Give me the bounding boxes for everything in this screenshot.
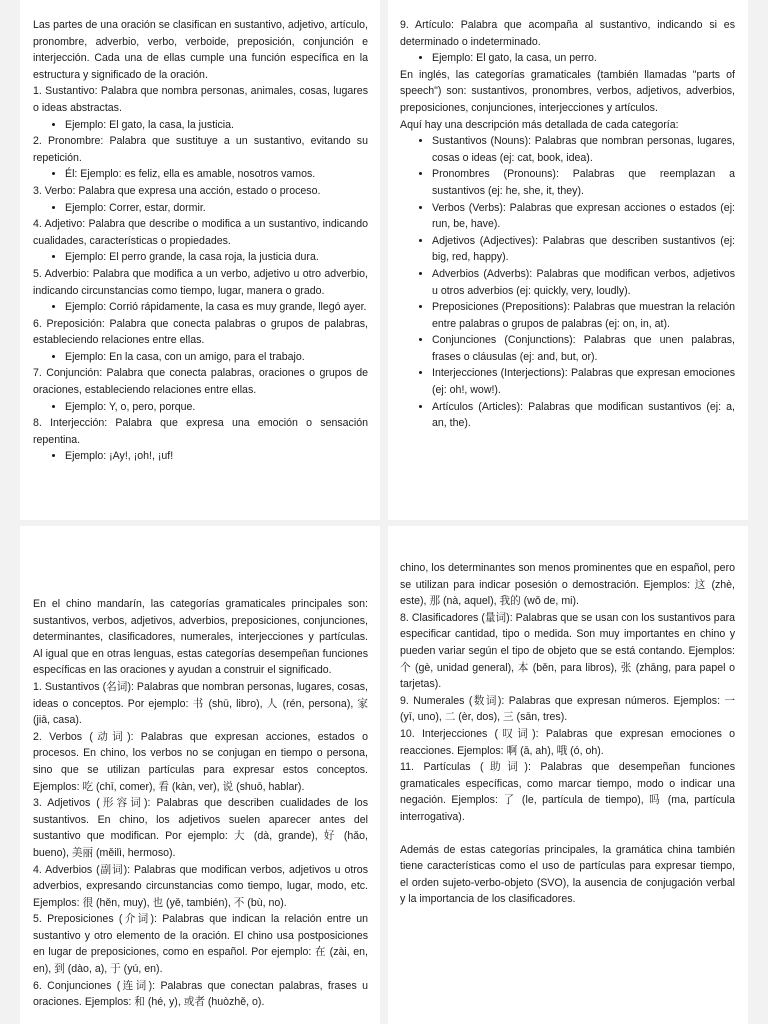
mandarin-item-particulas: 11. Partículas (助词): Palabras que desempeñan funciones gramaticales específicas, como marcar tiempo, modo o indicar una negación. Ejemplos: 了 (le, partícula de tiempo), 吗 (ma, partícula interrogativa). bbox=[400, 761, 735, 823]
mandarin-item-clasificadores: 8. Clasificadores (量词): Palabras que se usan con los sustantivos para especificar cantidad, tipo o medida. Son muy importantes en chino y pueden variar según el tipo de objeto que se está contando. Ejemplos: 个 (gè, unidad general), 本 (běn, para libros), 张 (zhāng, para papel o tarjetas). bbox=[400, 611, 735, 691]
example-list bbox=[33, 117, 368, 134]
example-list bbox=[33, 448, 368, 465]
page-top-right bbox=[388, 0, 748, 520]
list-item: • Pronombres (Pronouns): Palabras que reemplazan a sustantivos (ej: he, she, it, they). bbox=[432, 166, 735, 199]
list-item: • Artículos (Articles): Palabras que modifican sustantivos (ej: a, an, the). bbox=[432, 399, 735, 432]
example-list bbox=[33, 166, 368, 183]
mandarin-intro-paragraph: En el chino mandarín, las categorías gramaticales principales son: sustantivos, verbos, adjetivos, adverbios, preposiciones, conjunciones, determinantes, clasificadores, numerales, interjecciones y partículas. Al igual que en otras lenguas, estas categorías desempeñan funciones específicas en las oraciones y ayudan a construir el significado. bbox=[33, 598, 368, 677]
definition-verbo: 3. Verbo: Palabra que expresa una acción, estado o proceso. bbox=[33, 184, 321, 197]
example-item: • Ejemplo: Correr, estar, dormir. bbox=[65, 200, 368, 217]
example-list bbox=[400, 50, 735, 67]
example-item: • Ejemplo: Corrió rápidamente, la casa es muy grande, llegó ayer. bbox=[65, 299, 368, 316]
intro-paragraph: Las partes de una oración se clasifican en sustantivo, adjetivo, artículo, pronombre, adverbio, verbo, verboide, preposición, conjunción e interjección. Cada una de ellas cumple una función específica en la estructura y significado de la oración. bbox=[33, 19, 368, 81]
mandarin-item-numerales: 9. Numerales (数词): Palabras que expresan números. Ejemplos: 一 (yī, uno), 二 (èr, dos), 三 (sān, tres). bbox=[400, 694, 735, 724]
english-intro-paragraph: En inglés, las categorías gramaticales (también llamadas "parts of speech") son: sustantivos, pronombres, verbos, adjetivos, adverbios, preposiciones, conjunciones, interjecciones y artículos. bbox=[400, 68, 735, 114]
list-item: • Adverbios (Adverbs): Palabras que modifican verbos, adjetivos u otros adverbios (ej: quickly, very, loudly). bbox=[432, 266, 735, 299]
mandarin-item-adjetivos: 3. Adjetivos (形容词): Palabras que describen cualidades de los sustantivos. En chino, los adjetivos suelen aparecer antes del sustantivo que modifican. Por ejemplo: 大 (dà, grande), 好 (hǎo, bueno), 美丽 (měilì, hermoso). bbox=[33, 797, 368, 859]
list-item: • Preposiciones (Prepositions): Palabras que muestran la relación entre palabras o grupos de palabras (ej: on, in, at). bbox=[432, 299, 735, 332]
example-list bbox=[33, 249, 368, 266]
example-list bbox=[33, 299, 368, 316]
detail-intro-line: Aquí hay una descripción más detallada de cada categoría: bbox=[400, 118, 679, 131]
determinantes-continuation: chino, los determinantes son menos prominentes que en español, pero se utilizan para indicar posesión o demostración. Ejemplos: 这 (zhè, este), 那 (nà, aquel), 我的 (wǒ de, mi). bbox=[400, 562, 735, 608]
page-bottom-right bbox=[388, 526, 748, 1024]
page-bottom-left bbox=[20, 526, 380, 1024]
mandarin-item-sustantivos: 1. Sustantivos (名词): Palabras que nombran personas, lugares, cosas, ideas o conceptos. Por ejemplo: 书 (shū, libro), 人 (rén, persona), 家 (jiā, casa). bbox=[33, 680, 368, 727]
definition-interjeccion: 8. Interjección: Palabra que expresa una emoción o sensación repentina. bbox=[33, 417, 368, 446]
column-mandarin-continued bbox=[400, 560, 735, 908]
list-item: • Interjecciones (Interjections): Palabras que expresan emociones (ej: oh!, wow!). bbox=[432, 365, 735, 398]
example-list bbox=[33, 349, 368, 366]
definition-pronombre: 2. Pronombre: Palabra que sustituye a un sustantivo, evitando su repetición. bbox=[33, 135, 368, 164]
example-list bbox=[33, 399, 368, 416]
conclusion-paragraph: Además de estas categorías principales, la gramática china también tiene características como el uso de partículas para expresar tiempo, el orden sujeto-verbo-objeto (SVO), la ausencia de conjugación verbal y la importancia de los clasificadores. bbox=[400, 843, 735, 906]
page-top-left bbox=[20, 0, 380, 520]
definition-sustantivo: 1. Sustantivo: Palabra que nombra personas, animales, cosas, lugares o ideas abstractas. bbox=[33, 85, 368, 114]
column-parts-of-speech-english bbox=[400, 17, 735, 432]
example-item: • Ejemplo: ¡Ay!, ¡oh!, ¡uf! bbox=[65, 448, 368, 465]
example-item: • Ejemplo: El perro grande, la casa roja, la justicia dura. bbox=[65, 249, 368, 266]
mandarin-item-adverbios: 4. Adverbios (副词): Palabras que modifican verbos, adjetivos u otros adverbios, expresando circunstancias como tiempo, lugar, modo, etc. Ejemplos: 很 (hěn, muy), 也 (yě, también), 不 (bù, no). bbox=[33, 863, 368, 909]
definition-conjuncion: 7. Conjunción: Palabra que conecta palabras, oraciones o grupos de oraciones, estableciendo relaciones entre ellas. bbox=[33, 367, 368, 397]
definition-articulo: 9. Artículo: Palabra que acompaña al sustantivo, indicando si es determinado o indeterminado. bbox=[400, 19, 735, 48]
mandarin-item-preposiciones: 5. Preposiciones (介词): Palabras que indican la relación entre un sustantivo y otro elemento de la oración. El chino usa postposiciones en lugar de preposiciones, como en español. Por ejemplo: 在 (zài, en, en), 到 (dào, a), 于 (yú, en). bbox=[33, 913, 368, 976]
english-categories-list bbox=[400, 133, 735, 432]
list-item: • Conjunciones (Conjunctions): Palabras que unen palabras, frases o cláusulas (ej: and, but, or). bbox=[432, 332, 735, 365]
list-item: • Adjetivos (Adjectives): Palabras que describen sustantivos (ej: big, red, happy). bbox=[432, 233, 735, 266]
list-item: • Sustantivos (Nouns): Palabras que nombran personas, lugares, cosas o ideas (ej: cat, book, idea). bbox=[432, 133, 735, 166]
definition-adjetivo: 4. Adjetivo: Palabra que describe o modifica a un sustantivo, indicando cualidades, características o propiedades. bbox=[33, 218, 368, 247]
list-item: • Verbos (Verbs): Palabras que expresan acciones o estados (ej: run, be, have). bbox=[432, 200, 735, 233]
column-mandarin-categories bbox=[33, 596, 368, 1011]
example-item: • Ejemplo: El gato, la casa, un perro. bbox=[432, 50, 735, 67]
example-item: • Ejemplo: El gato, la casa, la justicia. bbox=[65, 117, 368, 134]
mandarin-item-conjunciones: 6. Conjunciones (连词): Palabras que conectan palabras, frases u oraciones. Ejemplos: 和 (hé, y), 或者 (huòzhě, o). bbox=[33, 979, 368, 1009]
mandarin-item-interjecciones: 10. Interjecciones (叹词): Palabras que expresan emociones o reacciones. Ejemplos: 啊 (ā, ah), 哦 (ó, oh). bbox=[400, 727, 735, 757]
definition-adverbio: 5. Adverbio: Palabra que modifica a un verbo, adjetivo u otro adverbio, indicando circunstancias como tiempo, lugar, manera o grado. bbox=[33, 267, 368, 297]
definition-preposicion: 6. Preposición: Palabra que conecta palabras o grupos de palabras, estableciendo relaciones entre ellas. bbox=[33, 317, 368, 347]
column-parts-of-speech-spanish bbox=[33, 17, 368, 465]
mandarin-item-verbos: 2. Verbos (动词): Palabras que expresan acciones, estados o procesos. En chino, los verbos no se conjugan en tiempo o persona, sino que se utilizan partículas para expresar estos conceptos. Ejemplos: 吃 (chī, comer), 看 (kàn, ver), 说 (shuō, hablar). bbox=[33, 730, 368, 793]
example-item: • Él: Ejemplo: es feliz, ella es amable, nosotros vamos. bbox=[65, 166, 368, 183]
example-item: • Ejemplo: En la casa, con un amigo, para el trabajo. bbox=[65, 349, 368, 366]
example-list bbox=[33, 200, 368, 217]
paragraph-spacer bbox=[400, 826, 735, 842]
example-item: • Ejemplo: Y, o, pero, porque. bbox=[65, 399, 368, 416]
